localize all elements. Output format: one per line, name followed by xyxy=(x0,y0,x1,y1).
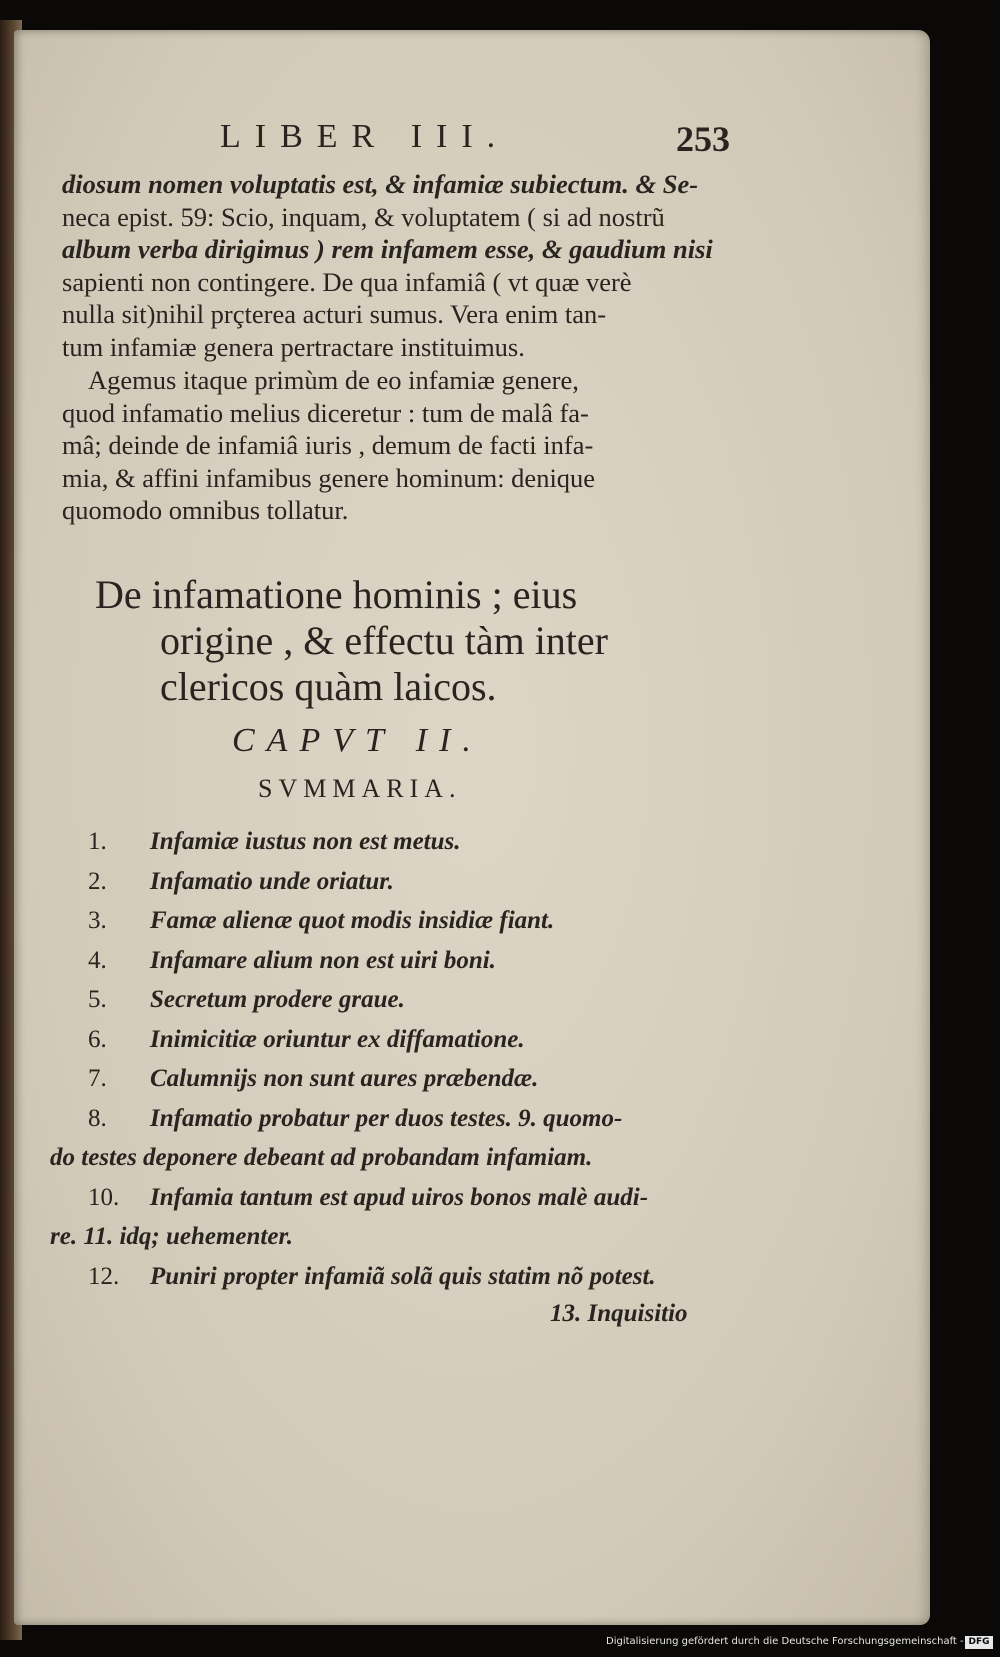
item-number: 8. xyxy=(88,1104,107,1132)
heading-line: De infamatione hominis ; eius xyxy=(95,572,578,617)
item-text: Infamatio probatur per duos testes. 9. quomo- xyxy=(150,1104,623,1132)
item-text: Inimicitiæ oriuntur ex diffamatione. xyxy=(150,1025,525,1053)
item-number: 10. xyxy=(88,1183,120,1211)
text-line: sapienti non contingere. De qua infamiâ ( vt quæ verè xyxy=(62,266,632,297)
list-item xyxy=(50,901,740,941)
text-line: Agemus itaque primùm de eo infamiæ genere, xyxy=(88,365,579,395)
list-item xyxy=(50,1020,740,1060)
text-line: mia, & affini infamibus genere hominum: denique xyxy=(62,462,596,493)
list-item xyxy=(50,980,740,1020)
dfg-logo: DFG xyxy=(965,1636,993,1649)
item-text: Infamia tantum est apud uiros bonos malè audi- xyxy=(150,1183,649,1211)
digitization-credit: Digitalisierung gefördert durch die Deutsche Forschungsgemeinschaft - xyxy=(606,1636,964,1647)
list-item xyxy=(50,1178,740,1218)
item-number: 1. xyxy=(88,828,107,855)
catchword: 13. Inquisitio xyxy=(550,1300,688,1327)
item-text: Calumnijs non sunt aures præbendæ. xyxy=(150,1065,539,1092)
item-text: Infamatio unde oriatur. xyxy=(150,867,394,895)
item-text: Infamiæ iustus non est metus. xyxy=(150,828,461,855)
page-number: 253 xyxy=(676,119,730,159)
item-text: Puniri propter infamiã solã quis statim nõ potest. xyxy=(150,1262,656,1290)
list-item xyxy=(50,1059,740,1099)
summaria-title: SVMMARIA. xyxy=(258,774,462,803)
running-head: LIBER III. xyxy=(220,118,510,155)
item-text: Infamare alium non est uiri boni. xyxy=(150,946,496,974)
list-item xyxy=(50,1257,740,1297)
item-number: 7. xyxy=(88,1065,107,1092)
item-number: 6. xyxy=(88,1025,107,1053)
list-item xyxy=(50,1099,740,1139)
item-number: 2. xyxy=(88,867,107,895)
text-line: quomodo omnibus tollatur. xyxy=(62,495,349,525)
item-number: 4. xyxy=(88,946,107,974)
text-line: album verba dirigimus ) rem infamem esse, & gaudium nisi xyxy=(62,234,713,264)
item-number: 3. xyxy=(88,907,107,934)
text-line: nulla sit)nihil prçterea acturi sumus. Vera enim tan- xyxy=(62,299,607,329)
item-text: Famæ alienæ quot modis insidiæ fiant. xyxy=(150,907,555,934)
item-text: Secretum prodere graue. xyxy=(150,986,405,1013)
heading-line: clericos quàm laicos. xyxy=(160,664,497,709)
list-item xyxy=(50,1138,740,1178)
list-item xyxy=(50,941,740,981)
chapter-heading xyxy=(95,572,735,710)
item-text: do testes deponere debeant ad probandam infamiam. xyxy=(50,1144,593,1171)
item-number: 5. xyxy=(88,986,107,1013)
text-line: quod infamatio melius diceretur : tum de malâ fa- xyxy=(62,397,589,428)
paragraph-agemus xyxy=(62,364,727,527)
paragraph-continuation xyxy=(62,168,727,363)
text-line: mâ; deinde de infamiâ iuris , demum de facti infa- xyxy=(62,430,594,460)
caput-title: CAPVT II. xyxy=(232,722,483,759)
item-text: re. 11. idq; uehementer. xyxy=(50,1223,294,1250)
heading-line: origine , & effectu tàm inter xyxy=(160,618,608,663)
summary-list xyxy=(50,822,740,1296)
text-line: tum infamiæ genera pertractare instituimus. xyxy=(62,331,525,362)
list-item xyxy=(50,822,740,862)
text-line: neca epist. 59: Scio, inquam, & voluptatem ( si ad nostrũ xyxy=(62,201,665,232)
item-number: 12. xyxy=(88,1262,120,1290)
list-item xyxy=(50,862,740,902)
list-item xyxy=(50,1217,740,1257)
text-line: diosum nomen voluptatis est, & infamiæ subiectum. & Se- xyxy=(62,169,699,199)
